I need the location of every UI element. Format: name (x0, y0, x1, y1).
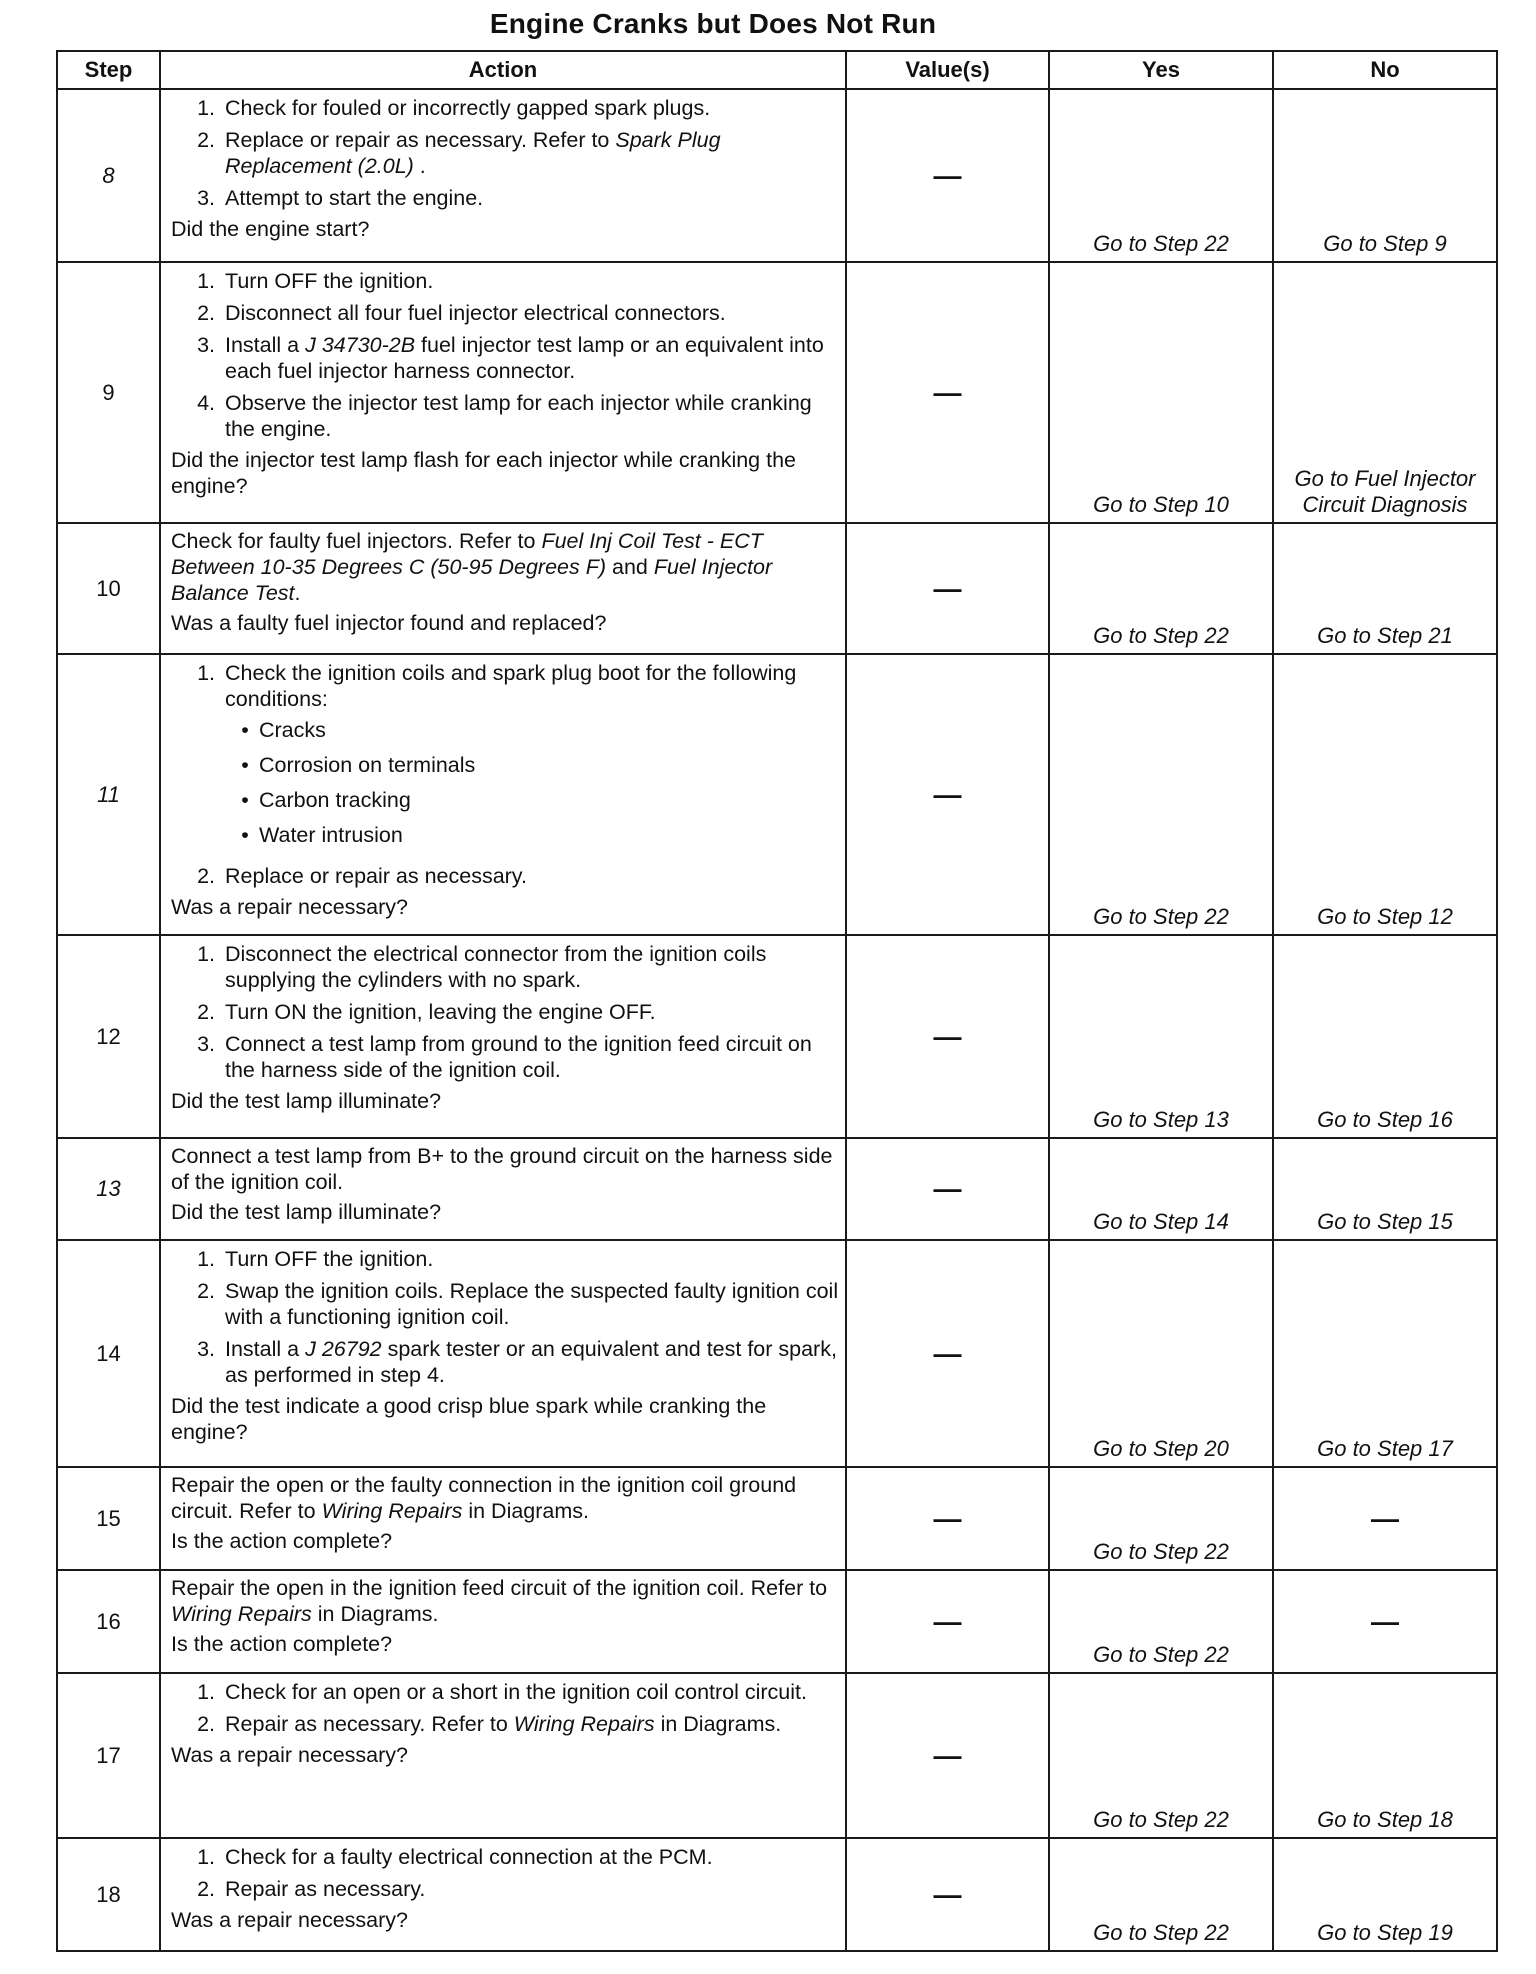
action-text: spark tester or an equivalent and test for spark, as performed in step 4. (225, 1337, 837, 1387)
action-list-item: Swap the ignition coils. Replace the suspected faulty ignition coil with a functioning ignition coil. (225, 1279, 839, 1329)
no-cell: — (1273, 1467, 1497, 1570)
step-number: 13 (57, 1138, 160, 1240)
step-number: 18 (57, 1838, 160, 1951)
step-number: 12 (57, 935, 160, 1138)
step-number: 9 (57, 262, 160, 523)
action-list-item: Observe the injector test lamp for each injector while cranking the engine. (225, 391, 812, 441)
action-cell (160, 1570, 846, 1673)
bullet-item: Carbon tracking (259, 788, 411, 812)
action-text: Connect a test lamp from B+ to the ground circuit on the harness side of the ignition coil. (171, 1144, 833, 1194)
action-list-item: Install a (225, 1337, 300, 1361)
yes-cell[interactable]: Go to Step 22 (1049, 654, 1273, 935)
action-cell: 1. Check for an open or a short in the ignition coil control circuit. 2. Repair as necessary. Refer to Wiring Repairs in Diagrams. Was a repair necessary? (160, 1673, 846, 1838)
table-row (57, 523, 1497, 654)
table-row (57, 1570, 1497, 1673)
reference-link[interactable]: Fuel Inj Coil Test - ECT Between 10-35 Degrees C (50-95 Degrees F) (171, 529, 763, 579)
page-title: Engine Cranks but Does Not Run (489, 8, 937, 39)
action-list-item: Turn ON the ignition, leaving the engine OFF. (225, 1000, 656, 1024)
table-row (57, 654, 1497, 935)
table-row (57, 1673, 1497, 1838)
value-cell: — (846, 1138, 1049, 1240)
value-cell: — (846, 935, 1049, 1138)
action-list-item: Check for an open or a short in the ignition coil control circuit. (225, 1680, 807, 1704)
action-list-item: Replace or repair as necessary. (225, 864, 527, 888)
action-question: Was a faulty fuel injector found and replaced? (171, 611, 607, 635)
action-list-item: Disconnect the electrical connector from the ignition coils supplying the cylinders with no spark. (225, 942, 767, 992)
reference-link[interactable]: Wiring Repairs (513, 1712, 655, 1736)
action-text: and (611, 555, 648, 579)
diagnostic-table (56, 50, 1498, 1952)
reference-link[interactable]: Fuel Injector Circuit Diagnosis (1302, 466, 1476, 517)
yes-cell[interactable]: Go to Step 22 (1049, 89, 1273, 262)
table-row (57, 1467, 1497, 1570)
action-question: Was a repair necessary? (171, 1908, 408, 1932)
bullet-item: Water intrusion (259, 823, 403, 847)
action-cell: 1. Check for fouled or incorrectly gapped spark plugs. 2. Replace or repair as necessary. Refer to Spark Plug Replacement (2.0L) . 3. Attempt to start the engine. Did the engine start? (160, 89, 846, 262)
step-number: 14 (57, 1240, 160, 1467)
action-list-item: Check for fouled or incorrectly gapped spark plugs. (225, 96, 711, 120)
action-question: Is the action complete? (171, 1632, 393, 1656)
step-number: 11 (57, 654, 160, 935)
value-cell: — (846, 89, 1049, 262)
header-yes: Yes (1049, 51, 1273, 89)
action-question: Did the engine start? (171, 217, 370, 241)
bullet-item: Cracks (259, 718, 326, 742)
action-cell (160, 1138, 846, 1240)
action-cell: 1. Check the ignition coils and spark plug boot for the following conditions: • Cracks • Corrosion on terminals • Carbon tracking • Water intrusion 2. Replace or repair as necessary. Was a repair necessary? (160, 654, 846, 935)
action-text: Repair the open or the faulty connection in the ignition coil ground circuit. Refer to (171, 1473, 797, 1523)
yes-cell[interactable]: Go to Step 20 (1049, 1240, 1273, 1467)
yes-cell[interactable]: Go to Step 22 (1049, 1570, 1273, 1673)
yes-cell[interactable]: Go to Step 22 (1049, 1673, 1273, 1838)
action-cell: 1. Turn OFF the ignition. 2. Disconnect all four fuel injector electrical connectors. 3. Install a J 34730-2B fuel injector test lamp or an equivalent into each fuel injector harness connector. 4. Observe the injector test lamp for each injector while cranking the engine. Did the injector test lamp flash for each injector while cranking the engine? (160, 262, 846, 523)
yes-cell[interactable]: Go to Step 10 (1049, 262, 1273, 523)
action-text: fuel injector test lamp or an equivalent into each fuel injector harness connector. (225, 333, 824, 383)
action-list-item: Check the ignition coils and spark plug boot for the following conditions: (225, 661, 797, 711)
step-number: 15 (57, 1467, 160, 1570)
value-cell: — (846, 1838, 1049, 1951)
action-cell: 1. Disconnect the electrical connector from the ignition coils supplying the cylinders with no spark. 2. Turn ON the ignition, leaving the engine OFF. 3. Connect a test lamp from ground to the ignition feed circuit on the harness side of the ignition coil. Did the test lamp illuminate? (160, 935, 846, 1138)
action-question: Did the test lamp illuminate? (171, 1200, 442, 1224)
bullet-item: Corrosion on terminals (259, 753, 476, 777)
yes-cell[interactable]: Go to Step 13 (1049, 935, 1273, 1138)
action-text: in Diagrams. (660, 1712, 782, 1736)
action-list-item: Repair as necessary. Refer to (225, 1712, 508, 1736)
action-question: Is the action complete? (171, 1529, 393, 1553)
table-row (57, 935, 1497, 1138)
no-cell[interactable]: Go to Step 9 (1273, 89, 1497, 262)
reference-link[interactable]: Wiring Repairs (321, 1499, 463, 1523)
value-cell: — (846, 1467, 1049, 1570)
table-header-row (57, 51, 1497, 89)
action-text: in Diagrams. (317, 1602, 439, 1626)
action-list-item: Turn OFF the ignition. (225, 1247, 434, 1271)
yes-cell[interactable]: Go to Step 22 (1049, 523, 1273, 654)
reference-link[interactable]: Wiring Repairs (171, 1602, 312, 1626)
value-cell: — (846, 1673, 1049, 1838)
header-no: No (1273, 51, 1497, 89)
action-cell: 1. Check for a faulty electrical connection at the PCM. 2. Repair as necessary. Was a repair necessary? (160, 1838, 846, 1951)
tool-reference[interactable]: J 34730-2B (305, 333, 416, 357)
action-question: Was a repair necessary? (171, 1743, 408, 1767)
action-cell: 1. Turn OFF the ignition. 2. Swap the ignition coils. Replace the suspected faulty ignition coil with a functioning ignition coil. 3. Install a J 26792 spark tester or an equivalent and test for spark, as performed in step 4. Did the test indicate a good crisp blue spark while cranking the engine? (160, 1240, 846, 1467)
action-list-item: Check for a faulty electrical connection at the PCM. (225, 1845, 713, 1869)
action-text: . (413, 154, 426, 178)
header-action: Action (160, 51, 846, 89)
table-row (57, 89, 1497, 262)
no-cell[interactable]: Go to Step 15 (1273, 1138, 1497, 1240)
reference-link[interactable]: Spark Plug Replacement (2.0L) (225, 128, 721, 178)
yes-cell[interactable]: Go to Step 22 (1049, 1838, 1273, 1951)
action-list-item: Install a (225, 333, 300, 357)
action-question: Did the test lamp illuminate? (171, 1089, 442, 1113)
table-row (57, 1838, 1497, 1951)
header-step: Step (57, 51, 160, 89)
step-number: 10 (57, 523, 160, 654)
action-text: Check for faulty fuel injectors. Refer to (171, 529, 536, 553)
table-row (57, 1138, 1497, 1240)
no-cell[interactable]: Go to Step 21 (1273, 523, 1497, 654)
value-cell: — (846, 262, 1049, 523)
step-number: 17 (57, 1673, 160, 1838)
no-cell[interactable]: Go to Step 19 (1273, 1838, 1497, 1951)
no-cell[interactable]: Go to Step 12 (1273, 654, 1497, 935)
reference-link[interactable]: Fuel Injector Balance Test (171, 555, 773, 605)
action-text: Repair the open in the ignition feed circuit of the ignition coil. Refer to (171, 1576, 828, 1600)
no-cell[interactable]: Go to Step 18 (1273, 1673, 1497, 1838)
action-list-item: Disconnect all four fuel injector electrical connectors. (225, 301, 726, 325)
value-cell: — (846, 1240, 1049, 1467)
value-cell: — (846, 1570, 1049, 1673)
table-row (57, 1240, 1497, 1467)
no-cell: — (1273, 1570, 1497, 1673)
action-list-item: Repair as necessary. (225, 1877, 426, 1901)
action-text: in Diagrams. (468, 1499, 590, 1523)
action-list-item: Attempt to start the engine. (225, 186, 484, 210)
step-number: 8 (57, 89, 160, 262)
yes-cell[interactable]: Go to Step 22 (1049, 1467, 1273, 1570)
value-cell: — (846, 523, 1049, 654)
action-cell (160, 1467, 846, 1570)
action-list-item: Connect a test lamp from ground to the ignition feed circuit on the harness side of the ignition coil. (225, 1032, 812, 1082)
no-prefix: Go to (1294, 466, 1349, 491)
yes-cell[interactable]: Go to Step 14 (1049, 1138, 1273, 1240)
step-number: 16 (57, 1570, 160, 1673)
no-cell[interactable]: Go to Step 17 (1273, 1240, 1497, 1467)
action-question: Did the test indicate a good crisp blue spark while cranking the engine? (171, 1394, 767, 1444)
action-list-item: Turn OFF the ignition. (225, 269, 434, 293)
action-list-item: Replace or repair as necessary. Refer to (225, 128, 610, 152)
value-cell: — (846, 654, 1049, 935)
action-text: . (294, 581, 301, 605)
no-cell[interactable] (1273, 262, 1497, 523)
header-values: Value(s) (846, 51, 1049, 89)
no-cell[interactable]: Go to Step 16 (1273, 935, 1497, 1138)
action-cell (160, 523, 846, 654)
action-question: Did the injector test lamp flash for each injector while cranking the engine? (171, 448, 797, 498)
table-row (57, 262, 1497, 523)
tool-reference[interactable]: J 26792 (305, 1337, 382, 1361)
action-question: Was a repair necessary? (171, 895, 408, 919)
